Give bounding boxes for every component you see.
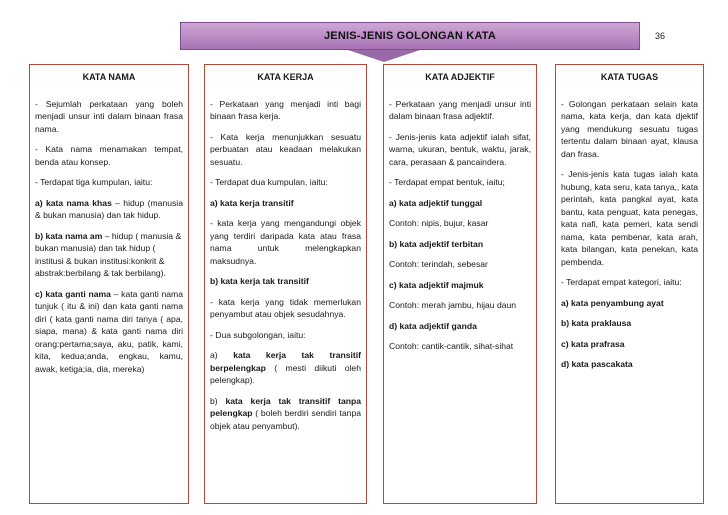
page-number: 36 [655, 31, 666, 41]
category-label: b) kata adjektif terbitan [389, 238, 484, 249]
category-label: d) kata adjektif ganda [389, 320, 477, 331]
example-text: Contoh: cantik-cantik, sihat-sihat [389, 341, 514, 351]
category-item [35, 288, 183, 376]
paragraph: - Sejumlah perkataan yang boleh menjadi unsur inti dalam binaan frasa nama. [35, 98, 183, 134]
column-title: KATA KERJA [257, 72, 314, 82]
category-label: b) kata kerja tak transitif [210, 276, 309, 286]
paragraph: - Perkataan yang menjadi inti bagi binaan frasa kerja. [210, 98, 361, 121]
category-item [35, 197, 183, 222]
category-label: c) kata prafrasa [561, 338, 625, 349]
paragraph: - Terdapat tiga kumpulan, iaitu: [35, 177, 153, 187]
paragraph: - kata kerja yang tidak memerlukan penyambut atau objek sesudahnya. [210, 296, 361, 319]
column-kata-nama [29, 64, 189, 504]
example-text: Contoh: terindah, sebesar [389, 259, 488, 269]
paragraph: - Perkataan yang menjadi unsur inti dalam binaan frasa adjektif. [389, 98, 531, 121]
subcategory-label: kata kerja tak transitif berpelengkap [210, 350, 361, 373]
example-text: Contoh: nipis, bujur, kasar [389, 218, 489, 228]
category-item [35, 230, 183, 280]
paragraph: - Terdapat empat kategori, iaitu: [561, 277, 682, 287]
down-arrow-icon [348, 50, 420, 62]
category-label: a) kata kerja transitif [210, 197, 294, 208]
column-title: KATA NAMA [82, 72, 136, 82]
header-banner [180, 22, 640, 50]
example-text: Contoh: merah jambu, hijau daun [389, 300, 517, 310]
paragraph: - Dua subgolongan, iaitu: [210, 329, 306, 340]
category-label: d) kata pascakata [561, 359, 633, 369]
paragraph: - kata kerja yang mengandungi objek yang terdiri daripada kata atau frasa nama untuk melengkapkan maksudnya. [210, 218, 361, 266]
paragraph: - Jenis-jenis kata adjektif ialah sifat, warna, ukuran, bentuk, waktu, jarak, cara, perasaan & pancaindera. [389, 131, 531, 167]
paragraph: - Kata kerja menunjukkan sesuatu perbuatan atau keadaan melakukan sesuatu. [210, 131, 361, 167]
subcategory-text: ( boleh berdiri sendiri tanpa objek atau penyambut). [210, 408, 361, 431]
category-label: a) kata nama khas [35, 197, 112, 208]
category-text: – hidup ( manusia & bukan manusia) dan tak hidup ( institusi & bukan institusi:konkrit & abstrak:berbilang & tak berbilang). [35, 230, 182, 278]
page-title: JENIS-JENIS GOLONGAN KATA [323, 30, 497, 42]
subcategory-item [210, 349, 361, 387]
column-kata-tugas [555, 64, 704, 504]
column-title: KATA TUGAS [600, 72, 659, 82]
subcategory-text: ( mesti diikuti oleh pelengkap). [210, 362, 361, 385]
category-label: c) kata adjektif majmuk [389, 279, 484, 290]
subcategory-item [210, 395, 361, 433]
subcategory-prefix: b) [210, 395, 226, 406]
subcategory-prefix: a) [210, 350, 234, 360]
category-label: c) kata ganti nama [35, 288, 111, 299]
paragraph: - Terdapat empat bentuk, iaitu; [389, 177, 505, 187]
category-text: – hidup (manusia & bukan manusia) dan tak hidup. [35, 197, 183, 220]
subcategory-label: kata kerja tak transitif tanpa pelengkap [210, 395, 361, 418]
category-label: b) kata nama am [35, 230, 103, 241]
column-title: KATA ADJEKTIF [425, 72, 495, 82]
column-kata-kerja [204, 64, 367, 504]
paragraph: - Kata nama menamakan tempat, benda atau konsep. [35, 144, 183, 167]
column-kata-adjektif [383, 64, 537, 504]
category-label: a) kata penyambung ayat [561, 297, 664, 308]
category-text: – kata ganti nama tunjuk ( itu & ini) dan kata ganti nama diri ( kata ganti nama diri tanya ( apa, siapa, mana) & kata ganti nama diri orang:pertama;saya, aku, patik, kami, kita, kedua;anda, engkau, kamu, awak, ketiga;ia, dia, mereka) [35, 288, 183, 374]
paragraph: - Golongan perkataan selain kata nama, kata kerja, dan kata djektif yang mendukung sesuatu tugas tertentu dalam binaan ayat, klausa dan frasa. [561, 98, 698, 159]
category-label: b) kata praklausa [561, 318, 632, 328]
paragraph: - Jenis-jenis kata tugas ialah kata hubung, kata seru, kata tanya,, kata perintah, kata pangkal ayat, kata bantu, kata penguat, kata penegas, kata nafi, kata pemeri, kata sendi nama, kata pembenar, kata arah, kata bilangan, kata penekan, kata pembenda. [561, 169, 698, 267]
paragraph: - Terdapat dua kumpulan, iaitu: [210, 177, 328, 187]
category-label: a) kata adjektif tunggal [389, 197, 483, 208]
